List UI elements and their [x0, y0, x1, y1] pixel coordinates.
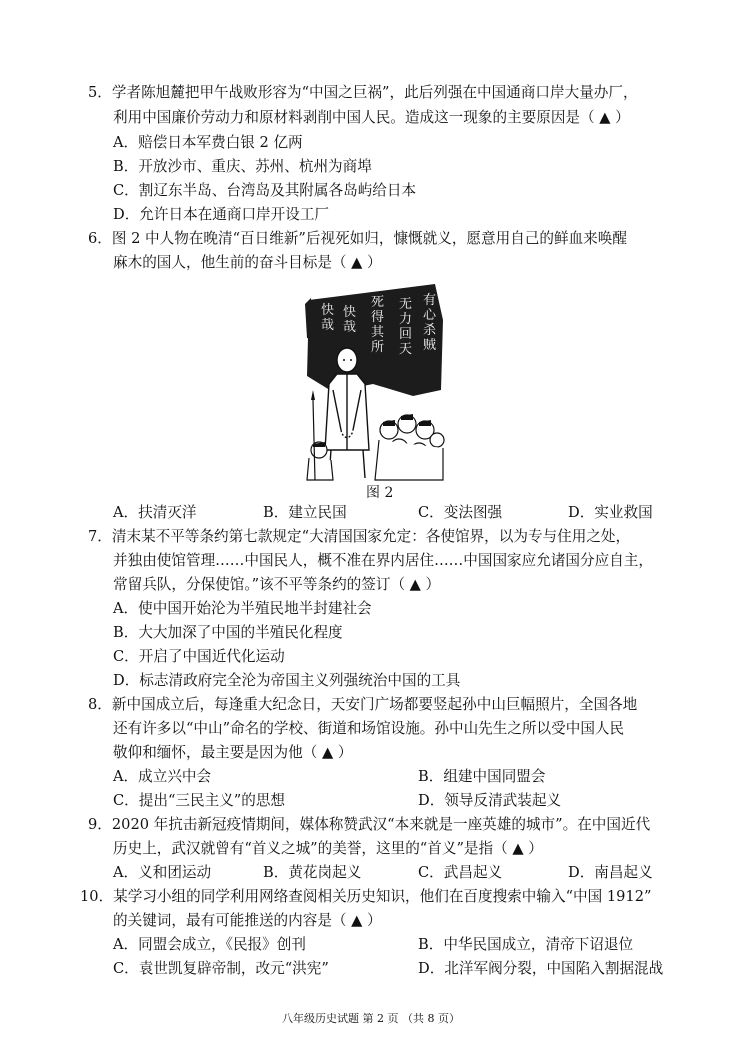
- calligraphy-col-2: 无力回天: [399, 297, 413, 357]
- q6-option-c: C．变法图强: [418, 504, 503, 521]
- q6-option-d: D．实业救国: [568, 504, 653, 521]
- q8-line-1: 8．新中国成立后，每逢重大纪念日，天安门广场都要竖起孙中山巨幅照片，全国各地: [88, 696, 638, 713]
- q5-line-2: 利用中国廉价劳动力和原材料剥削中国人民。造成这一现象的主要原因是（ ▲ ）: [113, 109, 630, 126]
- q7-line-3: 常留兵队，分保使馆。”该不平等条约的签订（ ▲ ）: [113, 576, 441, 593]
- q6-option-a: A．扶清灭洋: [113, 504, 197, 521]
- q9-line-1: 9．2020 年抗击新冠疫情期间，媒体称赞武汉“本来就是一座英雄的城市”。在中国近代: [88, 816, 651, 833]
- q10-line-1: 10．某学习小组的同学利用网络查阅相关历史知识，他们在百度搜索中输入“中国 1912”: [80, 888, 652, 905]
- figure-2-svg: [303, 280, 447, 482]
- q7-line-1: 7．清末某不平等条约第七款规定“大清国国家允定：各使馆界，以为专与住用之处，: [88, 528, 631, 545]
- q5-option-d: D．允许日本在通商口岸开设工厂: [113, 206, 330, 223]
- q7-option-d: D．标志清政府完全沦为帝国主义列强统治中国的工具: [113, 672, 461, 689]
- q6-line-1: 6．图 2 中人物在晚清“百日维新”后视死如归，慷慨就义，愿意用自己的鲜血来唤醒: [88, 230, 627, 247]
- q8-option-c: C．提出“三民主义”的思想: [113, 792, 286, 809]
- q6-line-2: 麻木的国人，他生前的奋斗目标是（ ▲ ）: [113, 254, 382, 271]
- figure-2-caption: 图 2: [366, 485, 394, 501]
- q5-option-a: A．赔偿日本军费白银 2 亿两: [113, 134, 303, 151]
- figure-2-illustration: [303, 280, 447, 482]
- q10-option-d: D．北洋军阀分裂，中国陷入割据混战: [418, 960, 664, 977]
- q5-option-b: B．开放沙市、重庆、苏州、杭州为商埠: [113, 158, 372, 175]
- q10-option-a: A．同盟会成立，《民报》创刊: [113, 936, 306, 953]
- q9-option-c: C．武昌起义: [418, 864, 503, 881]
- q6-option-b: B．建立民国: [263, 504, 347, 521]
- q9-option-a: A．义和团运动: [113, 864, 212, 881]
- q8-option-a: A．成立兴中会: [113, 768, 212, 785]
- q5-line-1: 5．学者陈旭麓把甲午战败形容为“中国之巨祸”，此后列强在中国通商口岸大量办厂，: [88, 84, 638, 101]
- q8-option-b: B．组建中国同盟会: [418, 768, 546, 785]
- q7-option-c: C．开启了中国近代化运动: [113, 648, 285, 665]
- q8-line-3: 敬仰和缅怀，最主要是因为他（ ▲ ）: [113, 744, 353, 761]
- calligraphy-col-3: 死得其所: [371, 295, 385, 355]
- q9-option-d: D．南昌起义: [568, 864, 653, 881]
- calligraphy-col-4: 快哉: [343, 305, 357, 335]
- q5-option-c: C．割辽东半岛、台湾岛及其附属各岛屿给日本: [113, 182, 417, 199]
- q10-line-2: 的关键词，最有可能推送的内容是（ ▲ ）: [113, 912, 382, 929]
- q8-option-d: D．领导反清武装起义: [418, 792, 562, 809]
- q7-line-2: 并独由使馆管理……中国民人，概不准在界内居住……中国国家应允诸国分应自主，: [113, 552, 653, 569]
- q7-option-b: B．大大加深了中国的半殖民化程度: [113, 624, 343, 641]
- q9-line-2: 历史上，武汉就曾有“首义之城”的美誉，这里的“首义”是指（ ▲ ）: [113, 840, 543, 857]
- calligraphy-col-1: 有心杀贼: [423, 293, 437, 353]
- q7-option-a: A．使中国开始沦为半殖民地半封建社会: [113, 600, 372, 617]
- q10-option-c: C．袁世凯复辟帝制，改元“洪宪”: [113, 960, 329, 977]
- q10-option-b: B．中华民国成立，清帝下诏退位: [418, 936, 634, 953]
- q8-line-2: 还有许多以“中山”命名的学校、街道和场馆设施。孙中山先生之所以受中国人民: [113, 720, 625, 737]
- q9-option-b: B．黄花岗起义: [263, 864, 362, 881]
- calligraphy-col-5: 快哉: [321, 303, 335, 333]
- page-footer: 八年级历史试题 第 2 页 （共 8 页）: [282, 1012, 460, 1025]
